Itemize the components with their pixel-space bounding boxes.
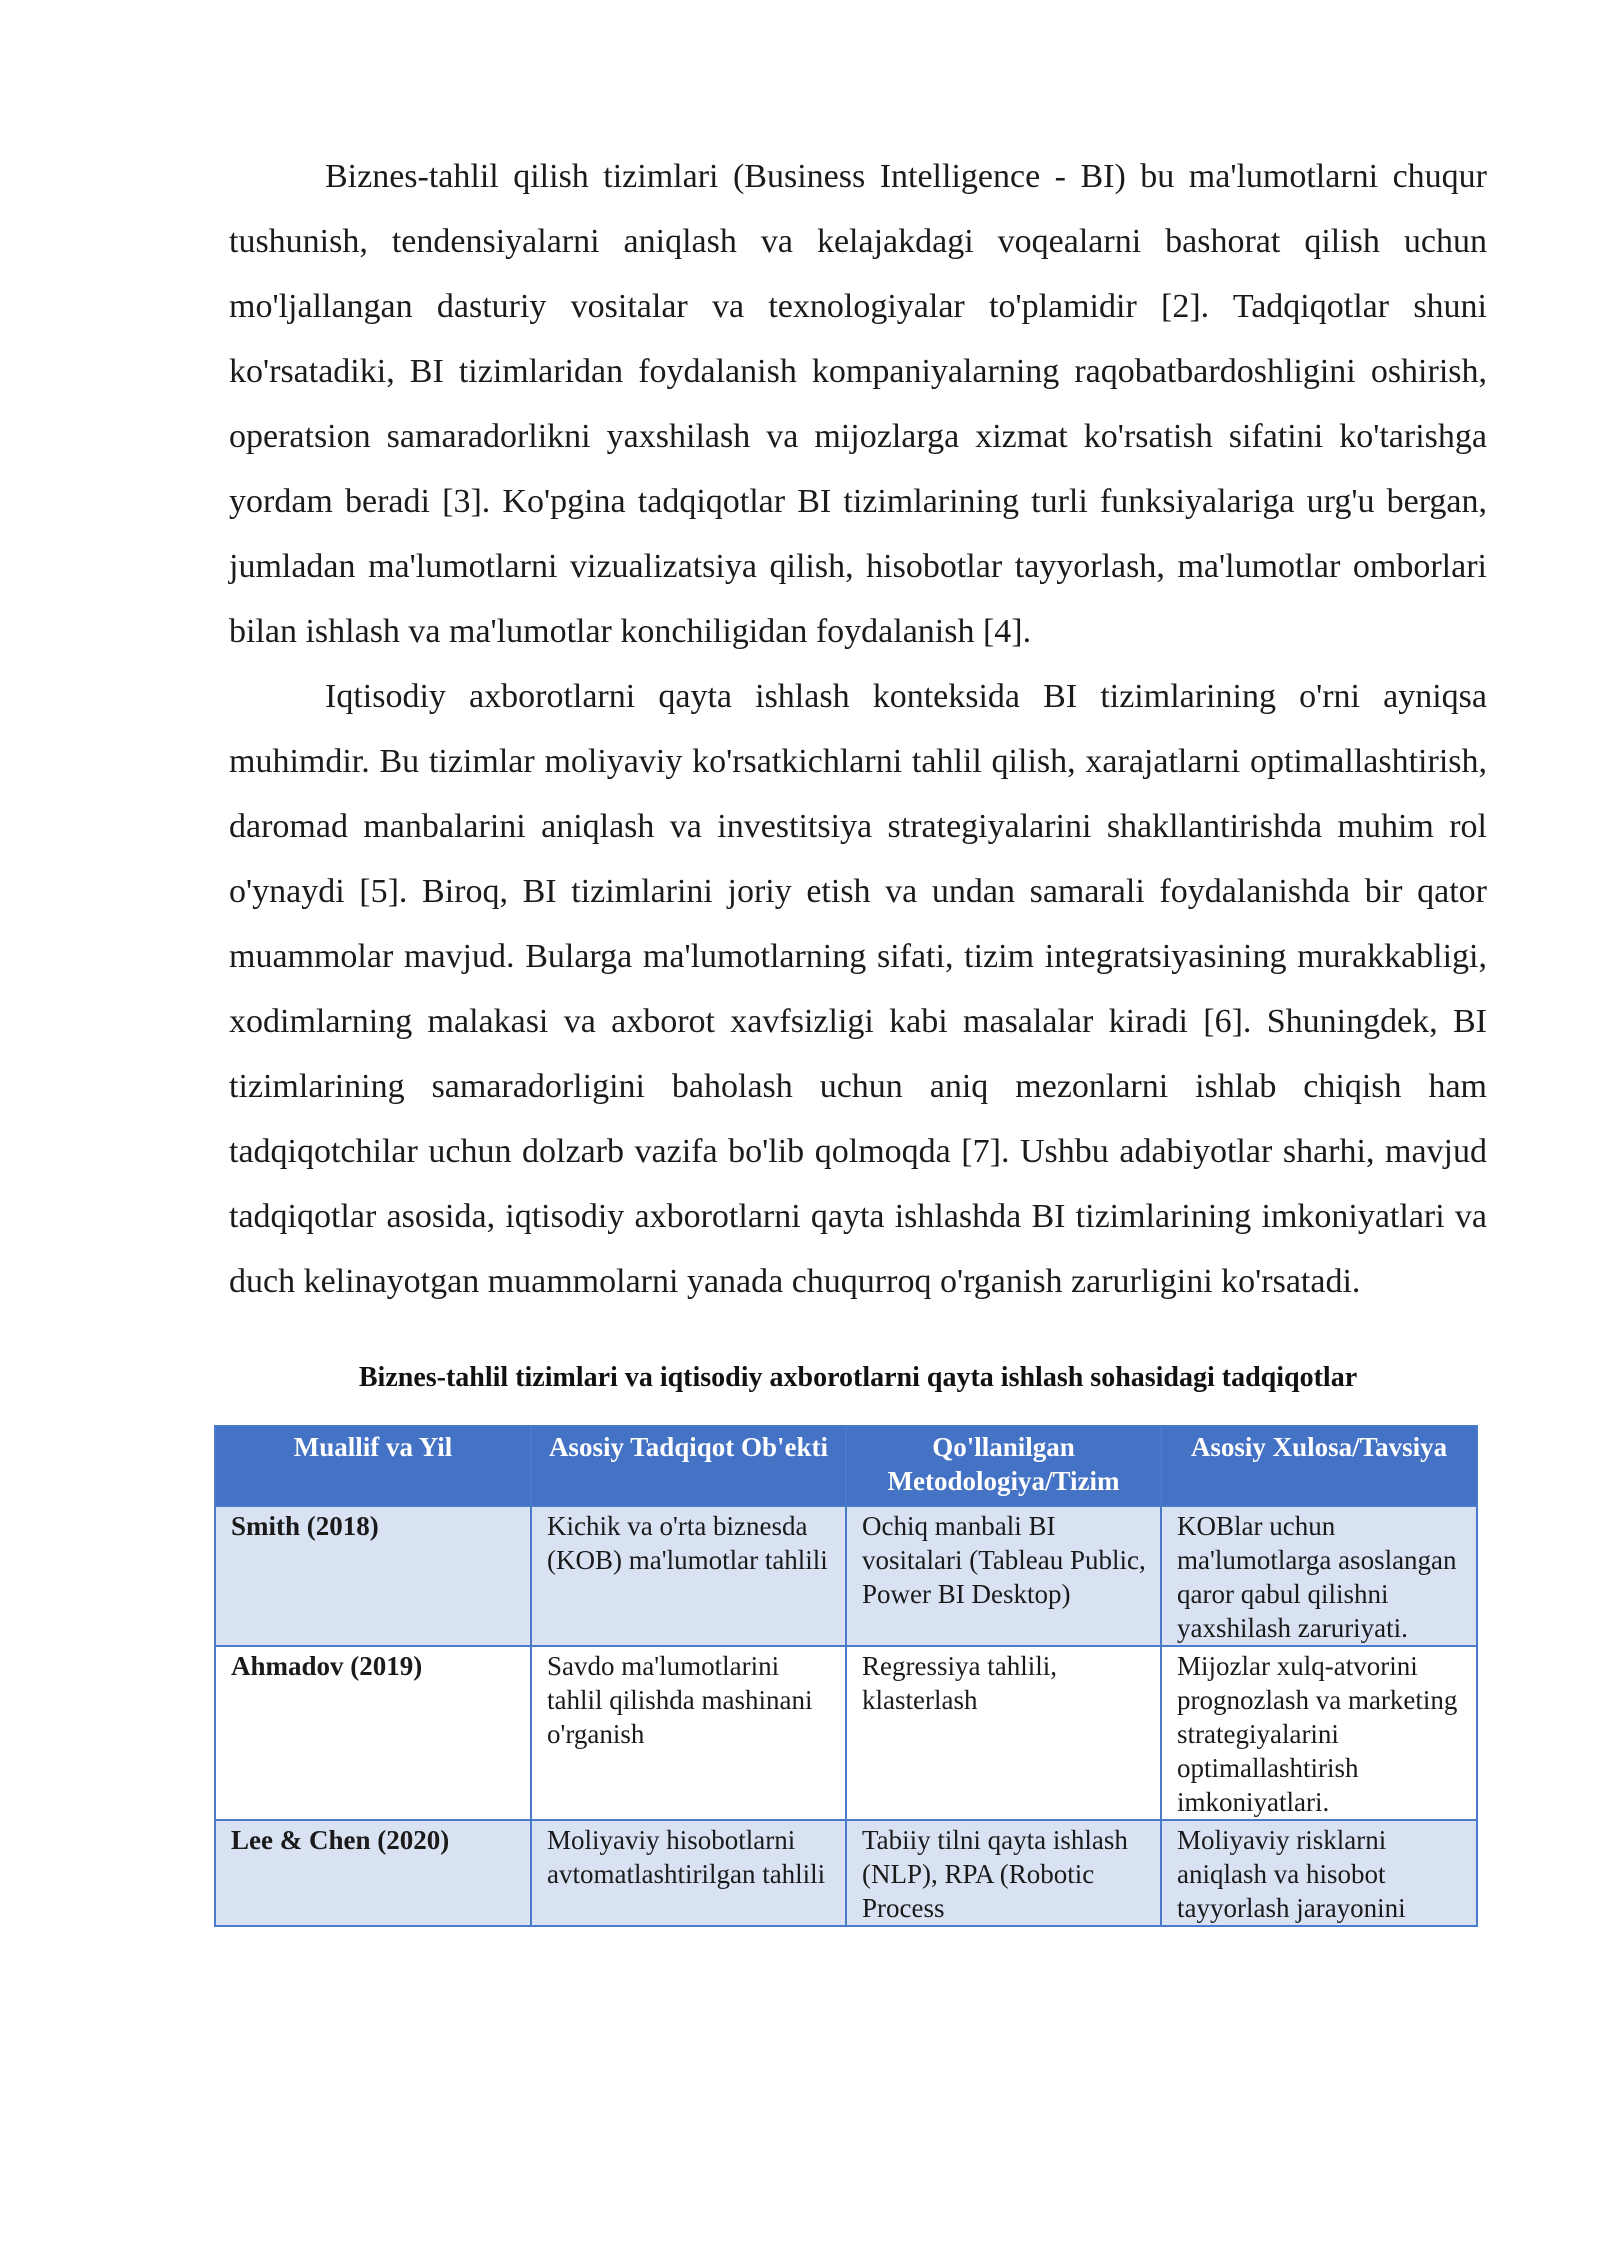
cell-methodology: Ochiq manbali BI vositalari (Tableau Public, Power BI Desktop): [846, 1506, 1161, 1646]
cell-conclusion: Moliyaviy risklarni aniqlash va hisobot tayyorlash jarayonini: [1161, 1820, 1477, 1926]
header-methodology: Qo'llanilgan Metodologiya/Tizim: [846, 1426, 1161, 1506]
cell-research-object: Savdo ma'lumotlarini tahlil qilishda mashinani o'rganish: [531, 1646, 846, 1820]
table-row: [215, 1820, 1477, 1926]
cell-methodology: Tabiiy tilni qayta ishlash (NLP), RPA (Robotic Process: [846, 1820, 1161, 1926]
header-research-object: Asosiy Tadqiqot Ob'ekti: [531, 1426, 846, 1506]
table-header-row: [215, 1426, 1477, 1506]
cell-author-year: Ahmadov (2019): [215, 1646, 531, 1820]
cell-research-object: Moliyaviy hisobotlarni avtomatlashtirilgan tahlili: [531, 1820, 846, 1926]
table-caption: Biznes-tahlil tizimlari va iqtisodiy axborotlarni qayta ishlash sohasidagi tadqiqotlar: [358, 1362, 1358, 1393]
paragraph-economic-information: Iqtisodiy axborotlarni qayta ishlash konteksida BI tizimlarining o'rni ayniqsa muhimdir. Bu tizimlar moliyaviy ko'rsatkichlarni tahlil qilish, xarajatlarni optimallashtirish, daromad manbalarini aniqlash va investitsiya strategiyalarini shakllantirishda muhim rol o'ynaydi [5]. Biroq, BI tizimlarini joriy etish va undan samarali foydalanishda bir qator muammolar mavjud. Bularga ma'lumotlarning sifati, tizim integratsiyasining murakkabligi, xodimlarning malakasi va axborot xavfsizligi kabi masalalar kiradi [6]. Shuningdek, BI tizimlarining samaradorligini baholash uchun aniq mezonlarni ishlab chiqish ham tadqiqotchilar uchun dolzarb vazifa bo'lib qolmoqda [7]. Ushbu adabiyotlar sharhi, mavjud tadqiqotlar asosida, iqtisodiy axborotlarni qayta ishlashda BI tizimlarining imkoniyatlari va duch kelinayotgan muammolarni yanada chuqurroq o'rganish zarurligini ko'rsatadi.: [229, 678, 1487, 1300]
research-table: [214, 1425, 1478, 1927]
cell-author-year: Smith (2018): [215, 1506, 531, 1646]
header-conclusion: Asosiy Xulosa/Tavsiya: [1161, 1426, 1477, 1506]
document-body: [229, 144, 1487, 1927]
header-author-year: Muallif va Yil: [215, 1426, 531, 1506]
cell-conclusion: KOBlar uchun ma'lumotlarga asoslangan qaror qabul qilishni yaxshilash zaruriyati.: [1161, 1506, 1477, 1646]
paragraph-bi-definition: Biznes-tahlil qilish tizimlari (Business Intelligence - BI) bu ma'lumotlarni chuqur tushunish, tendensiyalarni aniqlash va kelajakdagi voqealarni bashorat qilish uchun mo'ljallangan dasturiy vositalar va texnologiyalar to'plamidir [2]. Tadqiqotlar shuni ko'rsatadiki, BI tizimlaridan foydalanish kompaniyalarning raqobatbardoshligini oshirish, operatsion samaradorlikni yaxshilash va mijozlarga xizmat ko'rsatish sifatini ko'tarishga yordam beradi [3]. Ko'pgina tadqiqotlar BI tizimlarining turli funksiyalariga urg'u bergan, jumladan ma'lumotlarni vizualizatsiya qilish, hisobotlar tayyorlash, ma'lumotlar omborlari bilan ishlash va ma'lumotlar konchiligidan foydalanish [4].: [229, 158, 1487, 650]
cell-methodology: Regressiya tahlili, klasterlash: [846, 1646, 1161, 1820]
table-row: [215, 1506, 1477, 1646]
table-row: [215, 1646, 1477, 1820]
cell-research-object: Kichik va o'rta biznesda (KOB) ma'lumotlar tahlili: [531, 1506, 846, 1646]
cell-author-year: Lee & Chen (2020): [215, 1820, 531, 1926]
cell-conclusion: Mijozlar xulq-atvorini prognozlash va marketing strategiyalarini optimallashtirish imkoniyatlari.: [1161, 1646, 1477, 1820]
